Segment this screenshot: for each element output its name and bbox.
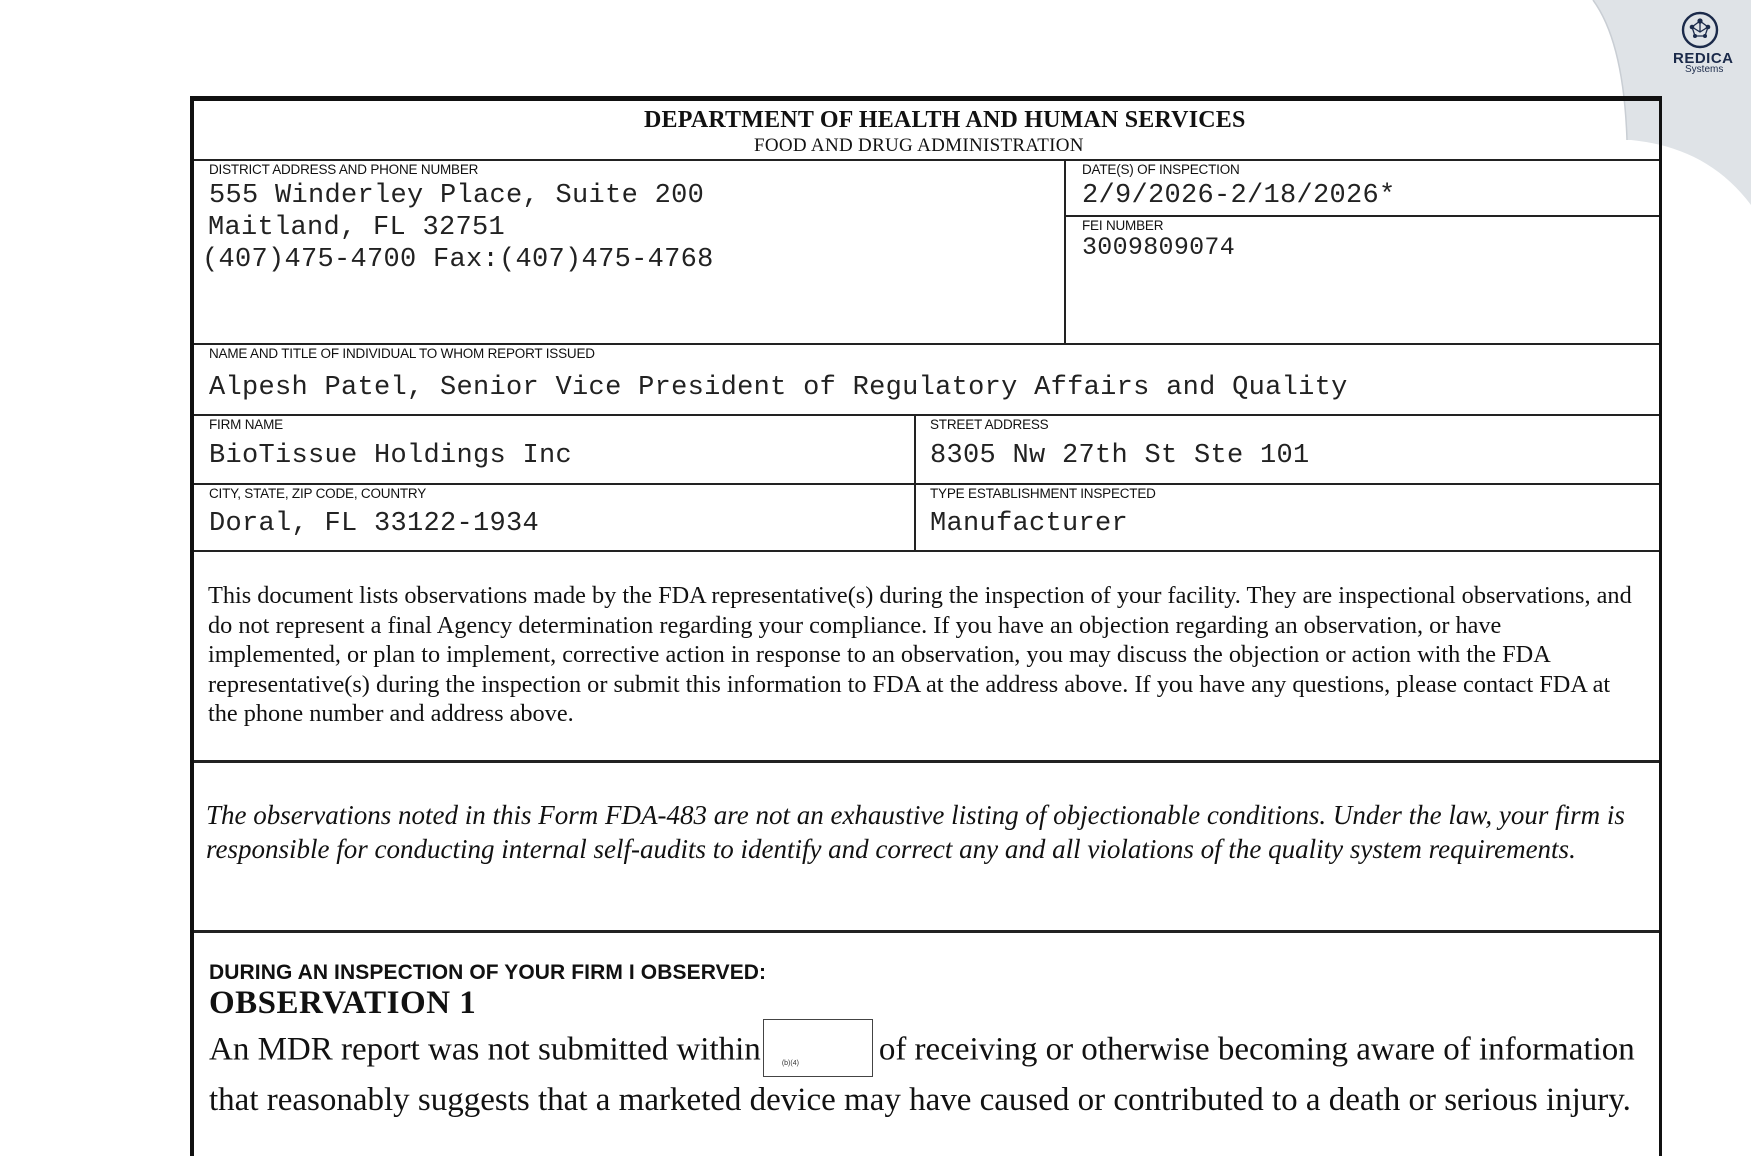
divider bbox=[194, 159, 1659, 161]
column-divider bbox=[914, 414, 916, 550]
observation-text bbox=[209, 1023, 1639, 1120]
recipient-name-title: Alpesh Patel, Senior Vice President of Regulatory Affairs and Quality bbox=[209, 373, 1348, 403]
observation-title: OBSERVATION 1 bbox=[209, 985, 477, 1021]
redaction-box bbox=[763, 1019, 873, 1077]
agency-heading: FOOD AND DRUG ADMINISTRATION bbox=[754, 135, 1084, 156]
street-address: 8305 Nw 27th St Ste 101 bbox=[930, 441, 1310, 471]
district-address-line2: Maitland, FL 32751 bbox=[208, 213, 506, 243]
establishment-type-label: TYPE ESTABLISHMENT INSPECTED bbox=[930, 486, 1156, 501]
divider bbox=[194, 550, 1659, 552]
district-phone-fax: (407)475-4700 Fax:(407)475-4768 bbox=[202, 245, 714, 275]
redaction-mark: (b)(4) bbox=[781, 1060, 799, 1067]
establishment-type: Manufacturer bbox=[930, 509, 1129, 539]
inspection-dates-label: DATE(S) OF INSPECTION bbox=[1082, 162, 1240, 177]
divider bbox=[194, 930, 1659, 933]
fda-483-form bbox=[190, 96, 1662, 1156]
city-state-zip-label: CITY, STATE, ZIP CODE, COUNTRY bbox=[209, 486, 427, 501]
observations-intro: DURING AN INSPECTION OF YOUR FIRM I OBSERVED: bbox=[209, 961, 767, 984]
divider bbox=[194, 343, 1659, 345]
fei-number-label: FEI NUMBER bbox=[1082, 218, 1164, 233]
fei-number: 3009809074 bbox=[1082, 233, 1236, 262]
notice-paragraph: The observations noted in this Form FDA-483 are not an exhaustive listing of objectionable conditions. Under the law, your firm is responsible for conducting internal self-audits to identify and correct any and all violations of the quality system requirements. bbox=[206, 800, 1625, 864]
district-address-label: DISTRICT ADDRESS AND PHONE NUMBER bbox=[209, 162, 479, 177]
city-state-zip: Doral, FL 33122-1934 bbox=[209, 509, 540, 539]
disclaimer-paragraph: This document lists observations made by the FDA representative(s) during the inspection of your facility. They are inspectional observations, and do not represent a final Agency determination regarding your compliance. If you have an objection regarding an observation, or have implemented, or plan to implement, corrective action in response to an observation, you may discuss the objection or action with the FDA representative(s) during the inspection or submit this information to FDA at the address above. If you have any questions, please contact FDA at the phone number and address above. bbox=[208, 582, 1632, 727]
firm-name: BioTissue Holdings Inc bbox=[209, 441, 573, 471]
redica-brand-text: REDICA bbox=[1673, 50, 1734, 67]
divider bbox=[194, 414, 1659, 416]
observation-text-before: An MDR report was not submitted within bbox=[209, 1031, 761, 1068]
firm-name-label: FIRM NAME bbox=[209, 417, 283, 432]
redica-sub-text: Systems bbox=[1685, 64, 1724, 75]
divider bbox=[1064, 215, 1659, 217]
redica-logo-icon bbox=[1680, 10, 1720, 50]
department-heading: DEPARTMENT OF HEALTH AND HUMAN SERVICES bbox=[644, 107, 1246, 133]
divider bbox=[194, 483, 1659, 485]
divider bbox=[194, 760, 1659, 763]
district-address-line1: 555 Winderley Place, Suite 200 bbox=[209, 181, 705, 211]
column-divider bbox=[1064, 159, 1066, 343]
inspection-dates: 2/9/2026-2/18/2026* bbox=[1082, 181, 1396, 211]
observation-text-after: of receiving or otherwise becoming aware of information that reasonably suggests that a marketed device may have caused or contributed to a death or serious injury. bbox=[209, 1031, 1635, 1118]
street-address-label: STREET ADDRESS bbox=[930, 417, 1049, 432]
recipient-label: NAME AND TITLE OF INDIVIDUAL TO WHOM REPORT ISSUED bbox=[209, 346, 595, 361]
